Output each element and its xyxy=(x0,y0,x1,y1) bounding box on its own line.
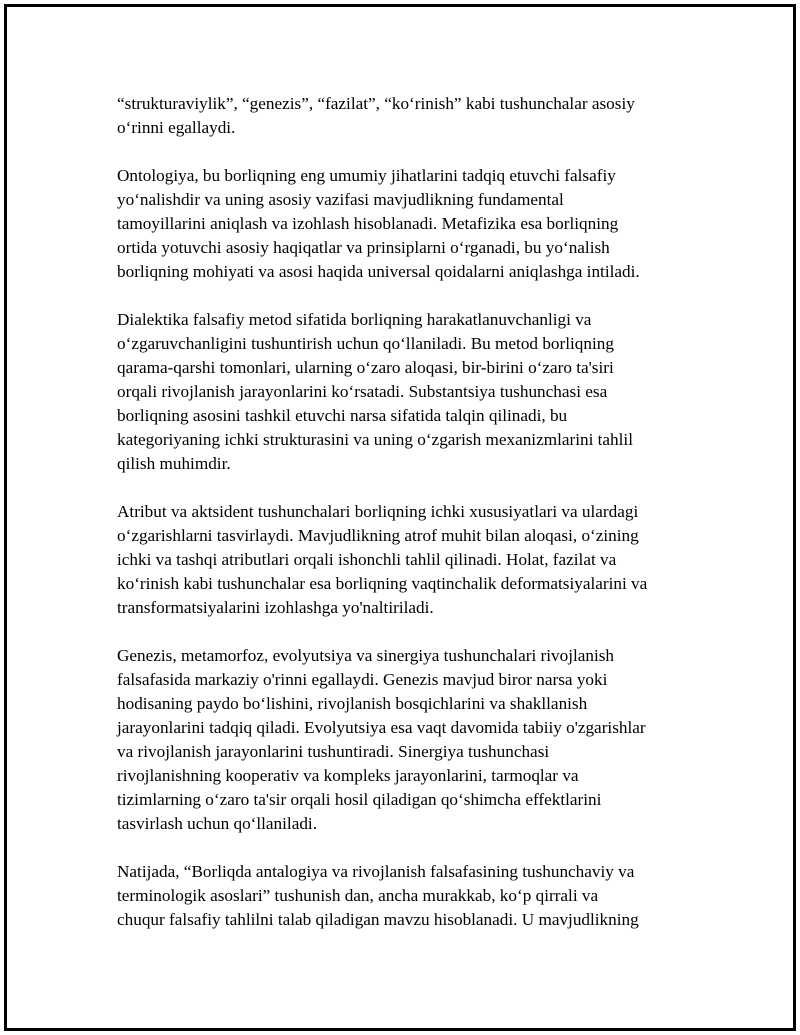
paragraph: Natijada, “Borliqda antalogiya va rivojlanish falsafasining tushunchaviy va terminologik asoslari” tushunish dan, ancha murakkab, ko‘p qirrali va chuqur falsafiy tahlilni talab qiladigan mavzu hisoblanadi. U mavjudlikning xyxy=(117,862,639,929)
paragraph: Dialektika falsafiy metod sifatida borliqning harakatlanuvchanligi va o‘zgaruvchanligini tushuntirish uchun qo‘llaniladi. Bu metod borliqning qarama-qarshi tomonlari, ularning o‘zaro aloqasi, bir-birini o‘zaro ta'siri orqali rivojlanish jarayonlarini ko‘rsatadi. Substantsiya tushunchasi esa borliqning asosini tashkil etuvchi narsa sifatida talqin qilinadi, bu kategoriyaning ichki strukturasini va uning o‘zgarish mexanizmlarini tahlil qilish muhimdir. xyxy=(117,310,633,473)
document-body xyxy=(117,92,697,932)
paragraph: Ontologiya, bu borliqning eng umumiy jihatlarini tadqiq etuvchi falsafiy yo‘nalishdir va uning asosiy vazifasi mavjudlikning fundamental tamoyillarini aniqlash va izohlash hisoblanadi. Metafizika esa borliqning ortida yotuvchi asosiy haqiqatlar va prinsiplarni o‘rganadi, bu yo‘nalish borliqning mohiyati va asosi haqida universal qoidalarni aniqlashga intiladi. xyxy=(117,166,640,281)
paragraph: Atribut va aktsident tushunchalari borliqning ichki xususiyatlari va ulardagi o‘zgarishlarni tasvirlaydi. Mavjudlikning atrof muhit bilan aloqasi, o‘zining ichki va tashqi atributlari orqali ishonchli tahlil qilinadi. Holat, fazilat va ko‘rinish kabi tushunchalar esa borliqning vaqtinchalik deformatsiyalarini va transformatsiyalarini izohlashga yo'naltiriladi. xyxy=(117,502,648,617)
paragraph: Genezis, metamorfoz, evolyutsiya va sinergiya tushunchalari rivojlanish falsafasida markaziy o'rinni egallaydi. Genezis mavjud biror narsa yoki hodisaning paydo bo‘lishini, rivojlanish bosqichlarini va shakllanish jarayonlarini tadqiq qiladi. Evolyutsiya esa vaqt davomida tabiiy o'zgarishlar va rivojlanish jarayonlarini tushuntiradi. Sinergiya tushunchasi rivojlanishning kooperativ va kompleks jarayonlarini, tarmoqlar va tizimlarning o‘zaro ta'sir orqali hosil qiladigan qo‘shimcha effektlarini tasvirlash uchun qo‘llaniladi. xyxy=(117,646,646,833)
paragraph: “strukturaviylik”, “genezis”, “fazilat”, “ko‘rinish” kabi tushunchalar asosiy o‘rinni egallaydi. xyxy=(117,94,635,137)
